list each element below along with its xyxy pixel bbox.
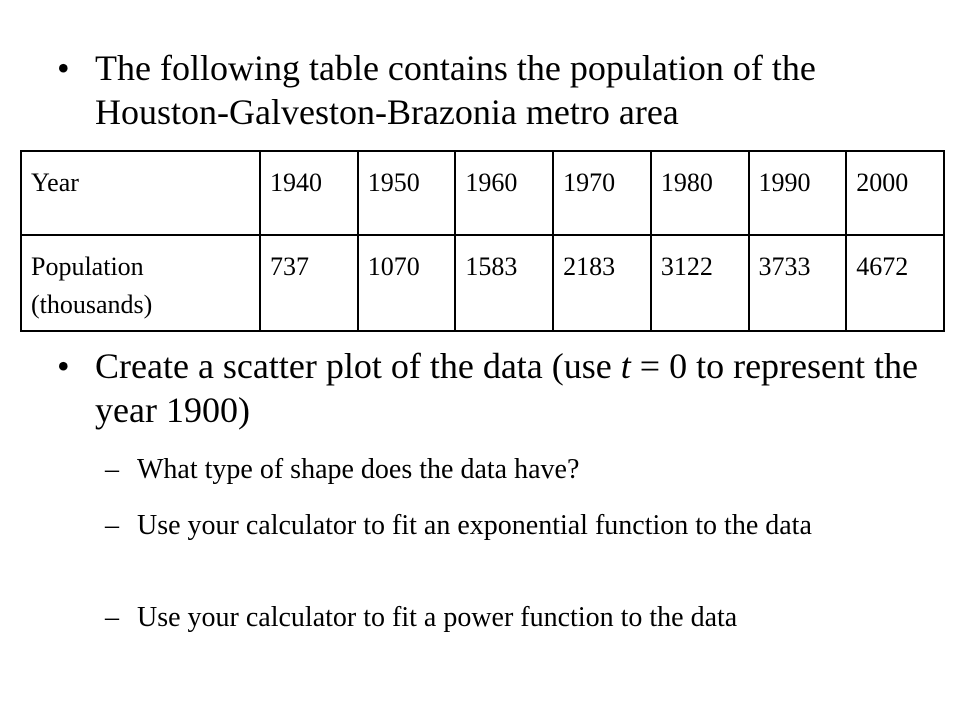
variable-t: t bbox=[620, 346, 631, 386]
table-cell: 3733 bbox=[749, 235, 847, 331]
population-label: Population bbox=[31, 252, 144, 281]
table-cell: 1070 bbox=[358, 235, 456, 331]
table-row-year bbox=[21, 151, 944, 235]
bullet-marker: • bbox=[57, 346, 70, 386]
intro-text: The following table contains the population of the Houston-Galveston-Brazonia metro area bbox=[95, 48, 816, 132]
table-cell: 2000 bbox=[846, 151, 944, 235]
table-cell: 1583 bbox=[455, 235, 553, 331]
scatter-text-pre: Create a scatter plot of the data (use bbox=[95, 346, 621, 386]
sub-text: Use your calculator to fit a power function to the data bbox=[137, 602, 738, 633]
population-unit: (thousands) bbox=[31, 290, 153, 319]
sub-bullet-power bbox=[105, 600, 917, 636]
table-cell: 1950 bbox=[358, 151, 456, 235]
scatter-bullet bbox=[57, 344, 925, 432]
sub-bullet-exponential bbox=[105, 508, 917, 544]
table-row-population bbox=[21, 235, 944, 331]
table-cell: 2183 bbox=[553, 235, 651, 331]
scatter-text-post: = 0 to represent the year 1900) bbox=[95, 346, 918, 430]
dash-marker: – bbox=[105, 510, 119, 541]
table-cell: 4672 bbox=[846, 235, 944, 331]
table-cell: 737 bbox=[260, 235, 358, 331]
sub-text: Use your calculator to fit an exponential function to the data bbox=[137, 510, 812, 541]
sub-bullet-shape bbox=[105, 452, 917, 488]
table-cell: 1960 bbox=[455, 151, 553, 235]
bullet-marker: • bbox=[57, 48, 70, 88]
table-cell: 3122 bbox=[651, 235, 749, 331]
table-header-population bbox=[21, 235, 260, 331]
table-cell: 1990 bbox=[749, 151, 847, 235]
population-table bbox=[20, 150, 945, 332]
sub-text: What type of shape does the data have? bbox=[137, 454, 580, 485]
table-cell: 1980 bbox=[651, 151, 749, 235]
table-header-year: Year bbox=[21, 151, 260, 235]
dash-marker: – bbox=[105, 454, 119, 485]
dash-marker: – bbox=[105, 602, 119, 633]
table-cell: 1940 bbox=[260, 151, 358, 235]
intro-bullet bbox=[57, 46, 925, 134]
table-cell: 1970 bbox=[553, 151, 651, 235]
